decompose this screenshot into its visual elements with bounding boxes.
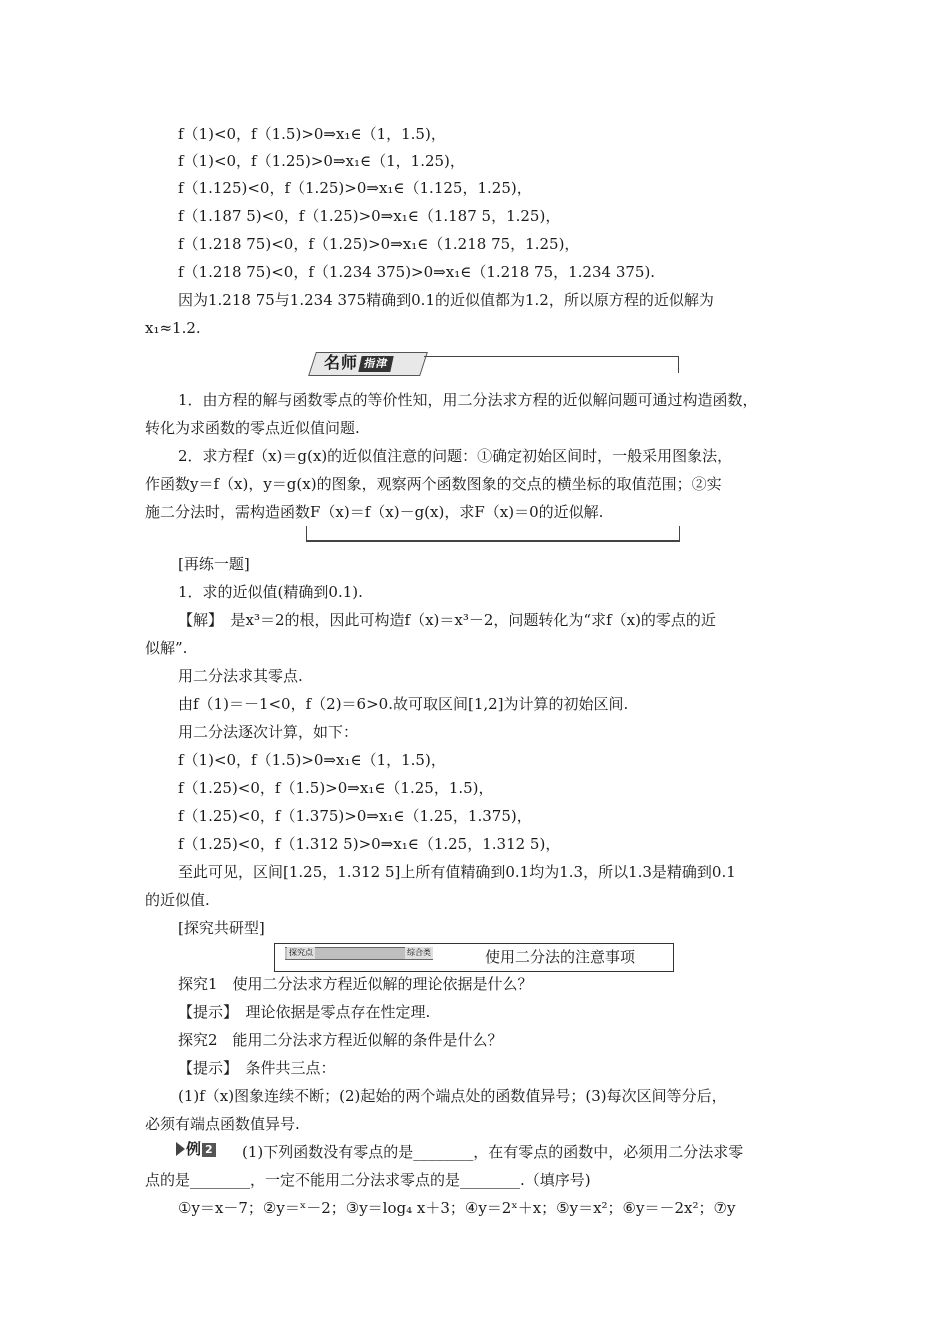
tip-badge-label xyxy=(324,352,392,374)
practice-conclusion-2: 的近似值. xyxy=(145,891,210,909)
tip-label-highlight: 指津 xyxy=(358,356,393,372)
calc-line-2: f（1)<0，f（1.25)>0⇒x₁∈（1，1.25)， xyxy=(178,152,465,170)
practice-calc-1: f（1)<0，f（1.5)>0⇒x₁∈（1，1.5)， xyxy=(178,751,446,769)
tip-label-text: 名师 xyxy=(324,353,359,372)
tip-line-1: 1．由方程的解与函数零点的等价性知，用二分法求方程的近似解问题可通过构造函数， xyxy=(178,391,758,409)
practice-calc-4: f（1.25)<0，f（1.312 5)>0⇒x₁∈（1.25，1.312 5)， xyxy=(178,835,561,853)
tip-line-2: 转化为求函数的零点近似值问题. xyxy=(145,419,360,437)
conclusion-line-2: x₁≈1.2. xyxy=(145,319,201,337)
example-number: 2 xyxy=(202,1143,216,1157)
banner-title: 使用二分法的注意事项 xyxy=(485,948,636,966)
calc-line-3: f（1.125)<0，f（1.25)>0⇒x₁∈（1.125，1.25)， xyxy=(178,179,532,197)
example-badge xyxy=(176,1140,226,1158)
explore-hint-2: 【提示】 条件共三点： xyxy=(178,1059,336,1077)
explore-question-1: 探究1 使用二分法求方程近似解的理论依据是什么？ xyxy=(178,975,533,993)
example-line-3: ①y＝x－7；②y＝ˣ－2；③y＝log₄ x＋3；④y＝2ˣ＋x；⑤y＝x²；⑥y＝－2x²；⑦y xyxy=(178,1199,736,1217)
practice-conclusion-1: 至此可见，区间[1.25，1.312 5]上所有值精确到0.1均为1.3，所以1.3是精确到0.1 xyxy=(178,863,736,881)
tip-box-top-rule xyxy=(424,356,679,373)
example-line-2: 点的是________，一定不能用二分法求零点的是________.（填序号) xyxy=(145,1171,591,1189)
calc-line-5: f（1.218 75)<0，f（1.25)>0⇒x₁∈（1.218 75，1.25)， xyxy=(178,235,580,253)
banner-right-tag: 综合类 xyxy=(407,948,431,957)
explore-hint-1: 【提示】 理论依据是零点存在性定理. xyxy=(178,1003,431,1021)
tip-line-3: 2．求方程f（x)＝g(x)的近似值注意的问题：①确定初始区间时，一般采用图象法， xyxy=(178,447,733,465)
tip-line-5: 施二分法时，需构造函数F（x)＝f（x)－g(x)，求F（x)＝0的近似解. xyxy=(145,503,604,521)
explore-conditions-1: (1)f（x)图象连续不断；(2)起始的两个端点处的函数值异号；(3)每次区间等分后， xyxy=(178,1087,727,1105)
explore-heading: [探究共研型] xyxy=(178,919,265,937)
tip-box-bottom-bracket xyxy=(306,526,680,542)
example-line-1: (1)下列函数没有零点的是________，在有零点的函数中，必须用二分法求零 xyxy=(242,1143,744,1161)
practice-solution-1: 【解】 是x³＝2的根，因此可构造f（x)＝x³－2，问题转化为“求f（x)的零点的近 xyxy=(178,611,716,629)
practice-line-6: 由f（1)＝－1<0，f（2)＝6>0.故可取区间[1,2]为计算的初始区间. xyxy=(178,695,629,713)
practice-line-7: 用二分法逐次计算，如下： xyxy=(178,723,359,741)
triangle-arrow-icon xyxy=(176,1142,185,1156)
practice-question: 1．求的近似值(精确到0.1). xyxy=(178,583,363,601)
practice-calc-2: f（1.25)<0，f（1.5)>0⇒x₁∈（1.25，1.5)， xyxy=(178,779,494,797)
banner-tag-bar xyxy=(285,947,433,960)
explore-question-2: 探究2 能用二分法求方程近似解的条件是什么？ xyxy=(178,1031,503,1049)
practice-heading: [再练一题] xyxy=(178,555,250,573)
example-label: 例 xyxy=(186,1140,202,1158)
calc-line-4: f（1.187 5)<0，f（1.25)>0⇒x₁∈（1.187 5，1.25)， xyxy=(178,207,561,225)
explore-conditions-2: 必须有端点函数值异号. xyxy=(145,1115,300,1133)
tip-box-header xyxy=(306,350,678,390)
conclusion-line-1: 因为1.218 75与1.234 375精确到0.1的近似值都为1.2，所以原方程的近似解为 xyxy=(178,291,714,309)
calc-line-6: f（1.218 75)<0，f（1.234 375)>0⇒x₁∈（1.218 75，1.234 375). xyxy=(178,263,656,281)
calc-line-1: f（1)<0，f（1.5)>0⇒x₁∈（1，1.5)， xyxy=(178,125,446,143)
tip-line-4: 作函数y＝f（x)，y＝g(x)的图象，观察两个函数图象的交点的横坐标的取值范围；②实 xyxy=(145,475,722,493)
practice-solution-2: 似解”. xyxy=(145,639,188,657)
practice-line-5: 用二分法求其零点. xyxy=(178,667,303,685)
practice-calc-3: f（1.25)<0，f（1.375)>0⇒x₁∈（1.25，1.375)， xyxy=(178,807,532,825)
banner-left-tag: 探究点 xyxy=(289,948,313,957)
section-banner xyxy=(274,943,674,972)
